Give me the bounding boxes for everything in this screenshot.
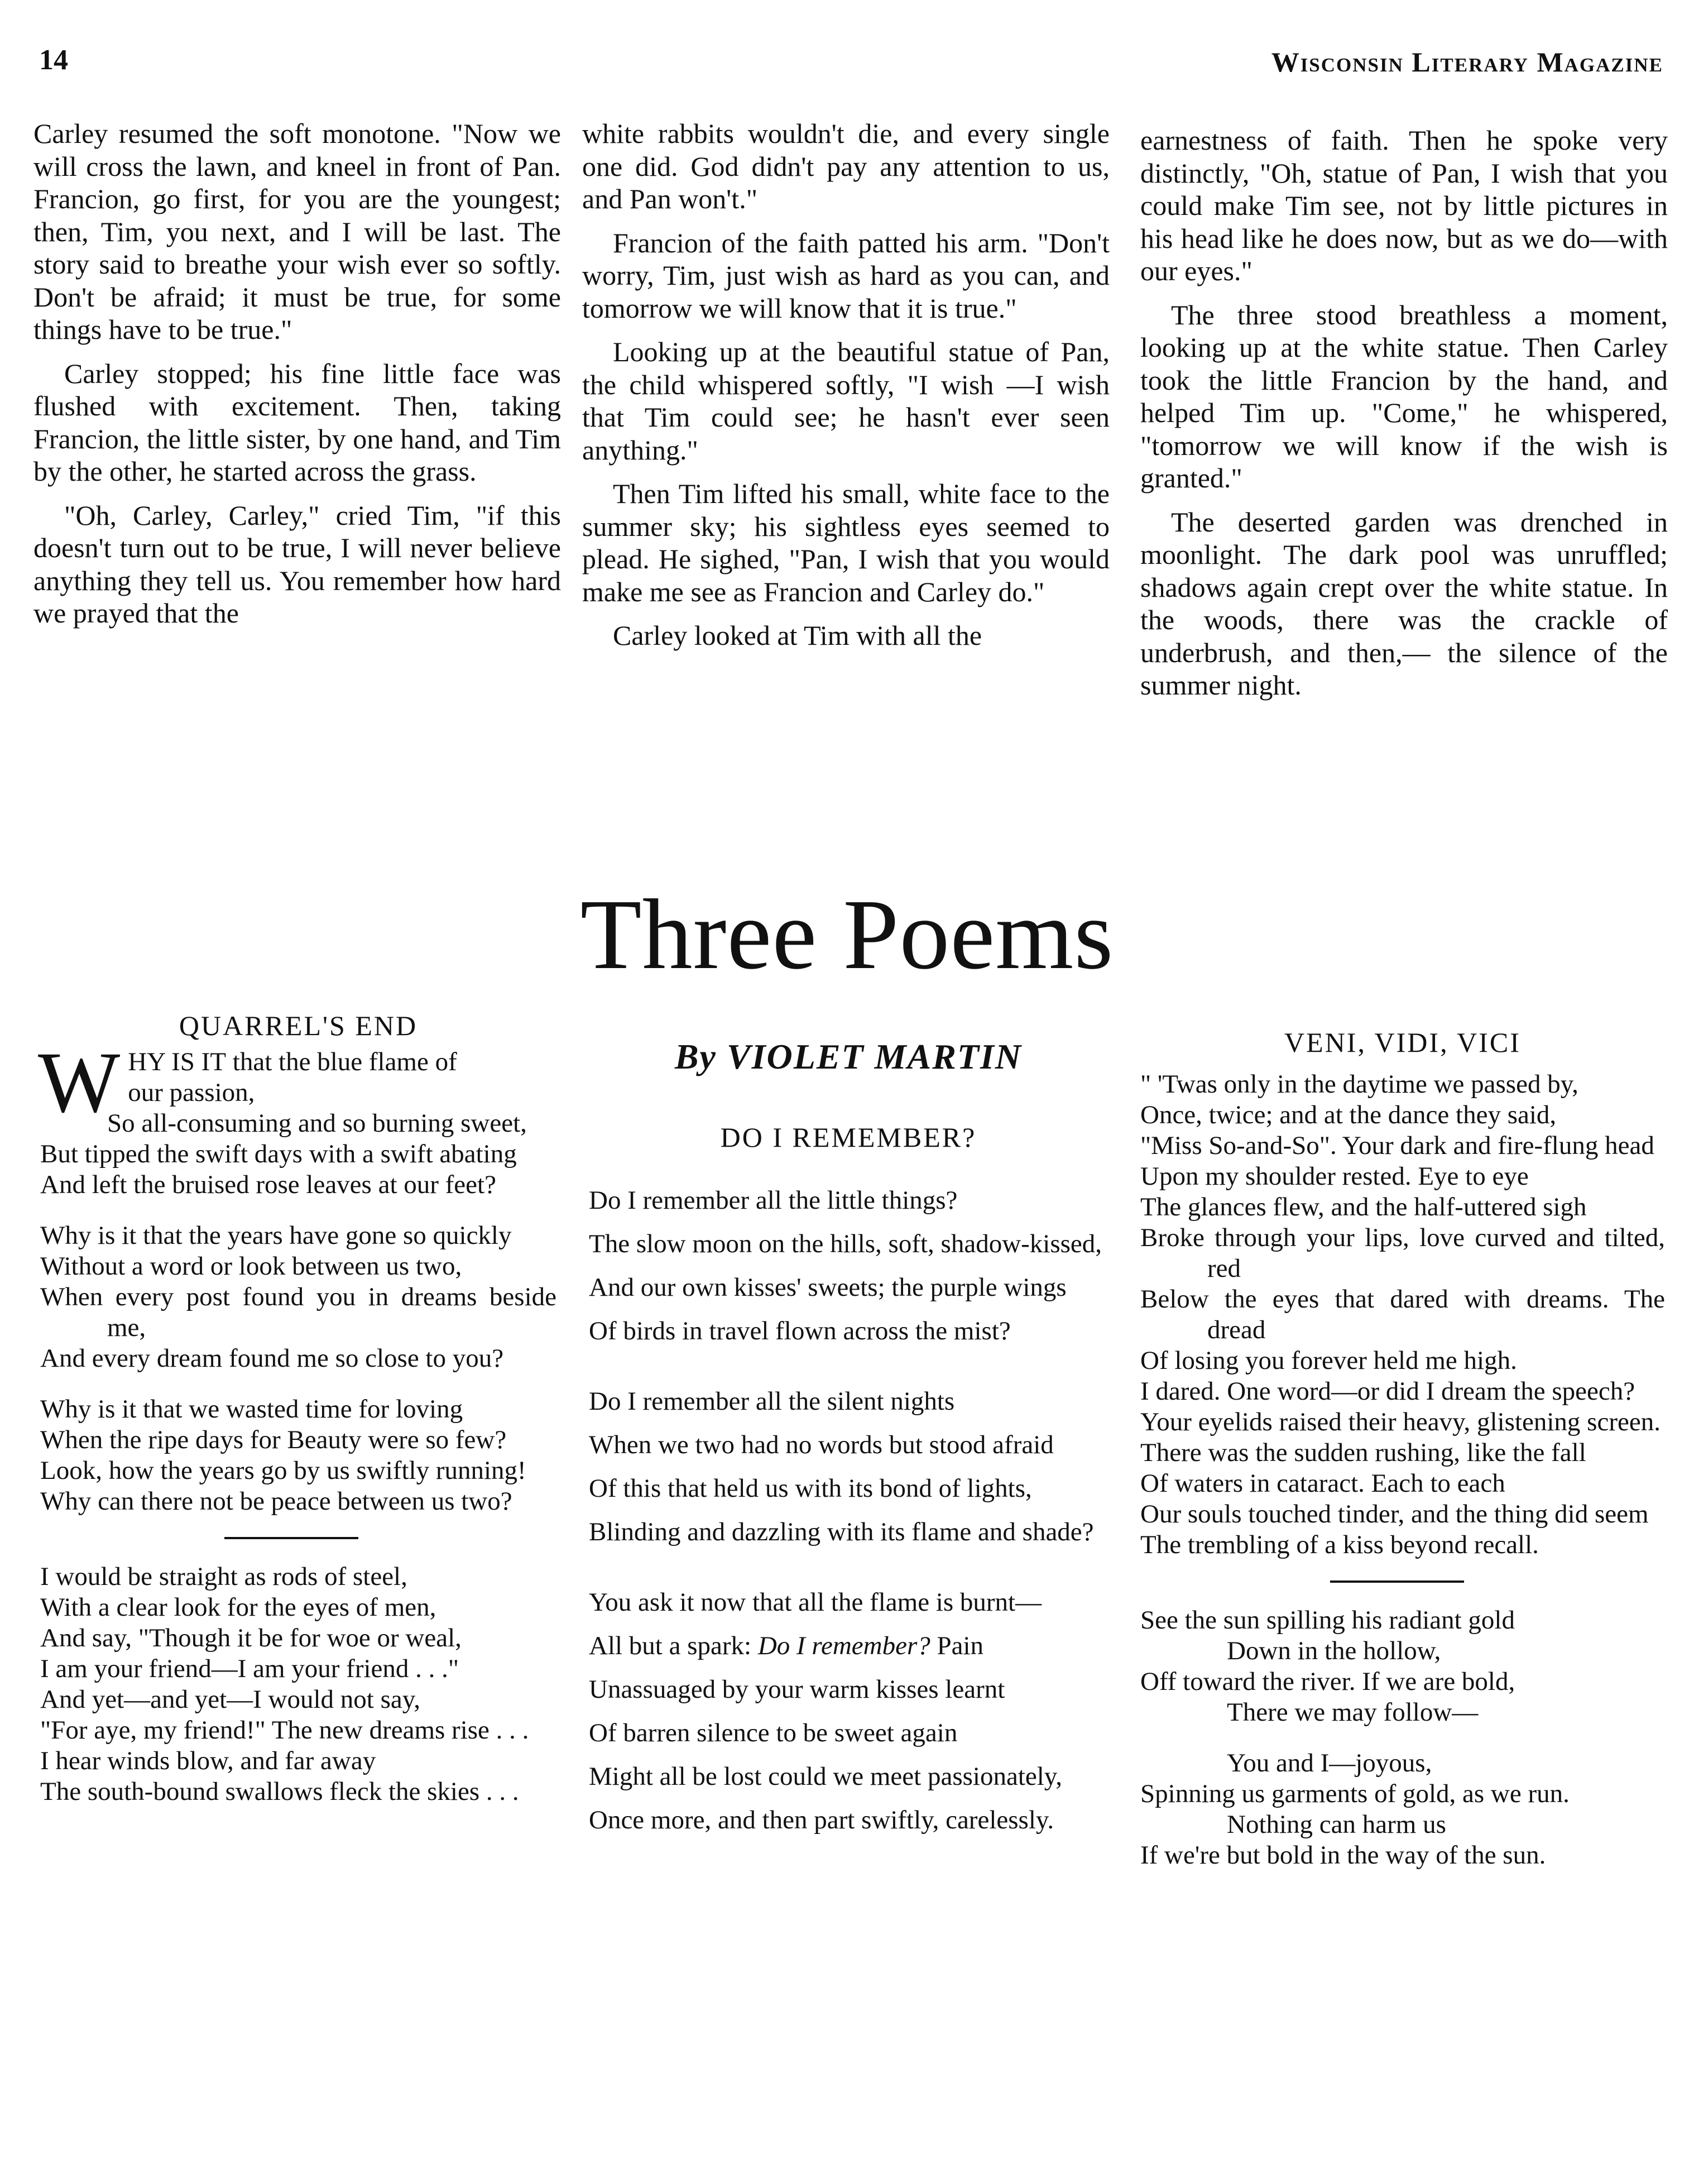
poem-line: The glances flew, and the half-uttered sigh [1140, 1192, 1587, 1222]
poem-line: Of birds in travel flown across the mist? [589, 1316, 1011, 1345]
byline: By VIOLET MARTIN [674, 1037, 1023, 1076]
story-column-1 [33, 117, 561, 641]
story-paragraph: The three stood breathless a moment, looking up at the white statue. Then Carley took the little Francion by the hand, and helped Tim up. "Come," he whispered, "tomorrow we will know if the wish is granted." [1140, 299, 1668, 494]
story-paragraph: Then Tim lifted his small, white face to the summer sky; his sightless eyes seemed to plead. He sighed, "Pan, I wish that you would make me see as Francion and Carley do." [582, 478, 1110, 607]
line-part: Pain [930, 1631, 984, 1660]
poem-line: You ask it now that all the flame is burnt— [589, 1588, 1042, 1617]
poem-line: With a clear look for the eyes of men, [40, 1593, 436, 1622]
poem-line: Look, how the years go by us swiftly running! [40, 1456, 526, 1485]
line-part: All but a spark: [589, 1631, 758, 1660]
poem-line: See the sun spilling his radiant gold [1140, 1606, 1515, 1635]
section-divider [224, 1537, 358, 1539]
poem-line: When the ripe days for Beauty were so few? [40, 1425, 507, 1454]
poem-line: Nothing can harm us [1227, 1810, 1446, 1839]
poem-line: Our souls touched tinder, and the thing did seem [1140, 1500, 1649, 1529]
poem-heading: DO I REMEMBER? [720, 1122, 977, 1153]
poem-line: The south-bound swallows fleck the skies . . . [40, 1777, 519, 1806]
story-paragraph: Carley stopped; his fine little face was flushed with excitement. Then, taking Francion, the little sister, by one hand, and Tim by the other, he started across the grass. [33, 357, 561, 487]
poem-line: Down in the hollow, [1227, 1636, 1441, 1665]
poem-line: The slow moon on the hills, soft, shadow-kissed, [589, 1229, 1102, 1258]
section-title: Three Poems [580, 879, 1114, 990]
stanza [1140, 1748, 1665, 1871]
poem-line: " 'Twas only in the daytime we passed by, [1140, 1070, 1578, 1099]
stanza [40, 1562, 556, 1807]
poem-quarrels-end [40, 1010, 556, 1827]
stanza [589, 1382, 1108, 1551]
stanza [40, 1220, 556, 1374]
poem-line: And yet—and yet—I would not say, [40, 1685, 420, 1714]
story-paragraph: Carley looked at Tim with all the [613, 620, 982, 651]
poem-line: Of this that held us with its bond of lights, [589, 1474, 1032, 1503]
poem-line: You and I—joyous, [1227, 1749, 1432, 1778]
poem-line: And left the bruised rose leaves at our feet? [40, 1170, 496, 1199]
poem-line: Without a word or look between us two, [40, 1252, 462, 1281]
poem-do-i-remember [589, 1027, 1108, 1871]
poem-line: Do I remember all the little things? [589, 1186, 958, 1215]
story-column-2 [582, 117, 1110, 663]
running-head: Wisconsin Literary Magazine [1271, 46, 1663, 78]
poem-line: And our own kisses' sweets; the purple wings [589, 1273, 1067, 1302]
poem-line [589, 1626, 1108, 1665]
stanza [1140, 1605, 1665, 1728]
poem-line: Broke through your lips, love curved and tilted, red [1140, 1223, 1665, 1283]
poem-heading: VENI, VIDI, VICI [1284, 1027, 1521, 1058]
stanza [38, 1034, 556, 1200]
story-paragraph: "Oh, Carley, Carley," cried Tim, "if this doesn't turn out to be true, I will never believe anything they tell us. You remember how hard we prayed that the [33, 499, 561, 629]
poem-line: I hear winds blow, and far away [40, 1746, 376, 1775]
page-number: 14 [39, 44, 68, 76]
poem-line: And say, "Though it be for woe or weal, [40, 1623, 462, 1653]
poem-line: Why is it that the years have gone so quickly [40, 1221, 512, 1250]
poem-line: Why can there not be peace between us two? [40, 1487, 512, 1516]
poem-line: But tipped the swift days with a swift abating [40, 1139, 517, 1168]
poem-line: "For aye, my friend!" The new dreams rise . . . [40, 1716, 529, 1745]
poem-line: "Miss So-and-So". Your dark and fire-flung head [1140, 1131, 1654, 1160]
section-divider [1330, 1580, 1464, 1583]
poem-line: So all-consuming and so burning sweet, [107, 1109, 527, 1138]
poem-line: There we may follow— [1227, 1698, 1479, 1727]
poem-line: I would be straight as rods of steel, [40, 1562, 407, 1591]
poem-line: Of waters in cataract. Each to each [1140, 1469, 1505, 1498]
poem-line: Once more, and then part swiftly, carelessly. [589, 1805, 1054, 1835]
poem-line: Below the eyes that dared with dreams. The dread [1140, 1285, 1665, 1344]
poem-line: I dared. One word—or did I dream the speech? [1140, 1377, 1635, 1406]
first-line-caps: HY IS IT [128, 1047, 227, 1076]
poem-line: Why is it that we wasted time for loving [40, 1395, 463, 1424]
poem-line: The trembling of a kiss beyond recall. [1140, 1530, 1539, 1559]
story-paragraph: Francion of the faith patted his arm. "Don't worry, Tim, just wish as hard as you can, and tomorrow we will know that it is true." [582, 227, 1110, 324]
poem-line: I am your friend—I am your friend . . ." [40, 1654, 459, 1683]
story-paragraph: earnestness of faith. Then he spoke very distinctly, "Oh, statue of Pan, I wish that you could make Tim see, not by little pictures in his head like he does now, but as we do—with our eyes." [1140, 124, 1668, 286]
poem-line: When we two had no words but stood afraid [589, 1430, 1054, 1459]
story-paragraph: Looking up at the beautiful statue of Pan, the child whispered softly, "I wish —I wish that Tim could see; he hasn't ever seen anything." [582, 336, 1110, 466]
poem-line: Off toward the river. If we are bold, [1140, 1667, 1515, 1696]
story-paragraph: The deserted garden was drenched in moonlight. The dark pool was unruffled; shadows again crept over the white statue. In the woods, there was the crackle of underbrush, and then,— the silence of the summer night. [1140, 506, 1668, 701]
stanza [1140, 1069, 1665, 1560]
poem-line: Of losing you forever held me high. [1140, 1346, 1517, 1375]
stanza [40, 1394, 556, 1517]
stanza [589, 1181, 1108, 1350]
story-paragraph: Carley resumed the soft monotone. "Now we will cross the lawn, and kneel in front of Pan. Francion, go first, for you are the youngest; then, Tim, you next, and I will be last. The story said to breathe your wish ever so softly. Don't be afraid; it must be true, for some things have to be true." [33, 118, 561, 345]
poem-line: There was the sudden rushing, like the fall [1140, 1438, 1586, 1467]
poem-line: our passion, [128, 1078, 255, 1107]
poem-line: Your eyelids raised their heavy, glistening screen. [1140, 1407, 1661, 1436]
poem-veni-vidi-vici [1140, 1027, 1665, 1891]
story-paragraph: white rabbits wouldn't die, and every single one did. God didn't pay any attention to us, and Pan won't." [582, 118, 1110, 214]
poem-heading: QUARREL'S END [179, 1010, 418, 1041]
poem-line: Of barren silence to be sweet again [589, 1718, 958, 1747]
poem-line: Upon my shoulder rested. Eye to eye [1140, 1162, 1529, 1191]
line-emphasis: Do I remember? [757, 1631, 930, 1660]
poem-line: Once, twice; and at the dance they said, [1140, 1100, 1557, 1129]
first-line-rest: that the blue flame of [226, 1047, 457, 1076]
poem-line: When every post found you in dreams beside me, [40, 1282, 556, 1342]
poem-line: Spinning us garments of gold, as we run. [1140, 1779, 1570, 1808]
drop-cap: W [38, 1034, 121, 1131]
poem-line: And every dream found me so close to you? [40, 1344, 504, 1373]
poem-line: Unassuaged by your warm kisses learnt [589, 1675, 1005, 1704]
poem-line: If we're but bold in the way of the sun. [1140, 1841, 1546, 1870]
poem-line: Might all be lost could we meet passionately, [589, 1762, 1062, 1791]
story-column-3 [1140, 124, 1668, 713]
poem-line: Do I remember all the silent nights [589, 1387, 955, 1416]
poem-line: Blinding and dazzling with its flame and shade? [589, 1517, 1094, 1546]
stanza [589, 1583, 1108, 1840]
